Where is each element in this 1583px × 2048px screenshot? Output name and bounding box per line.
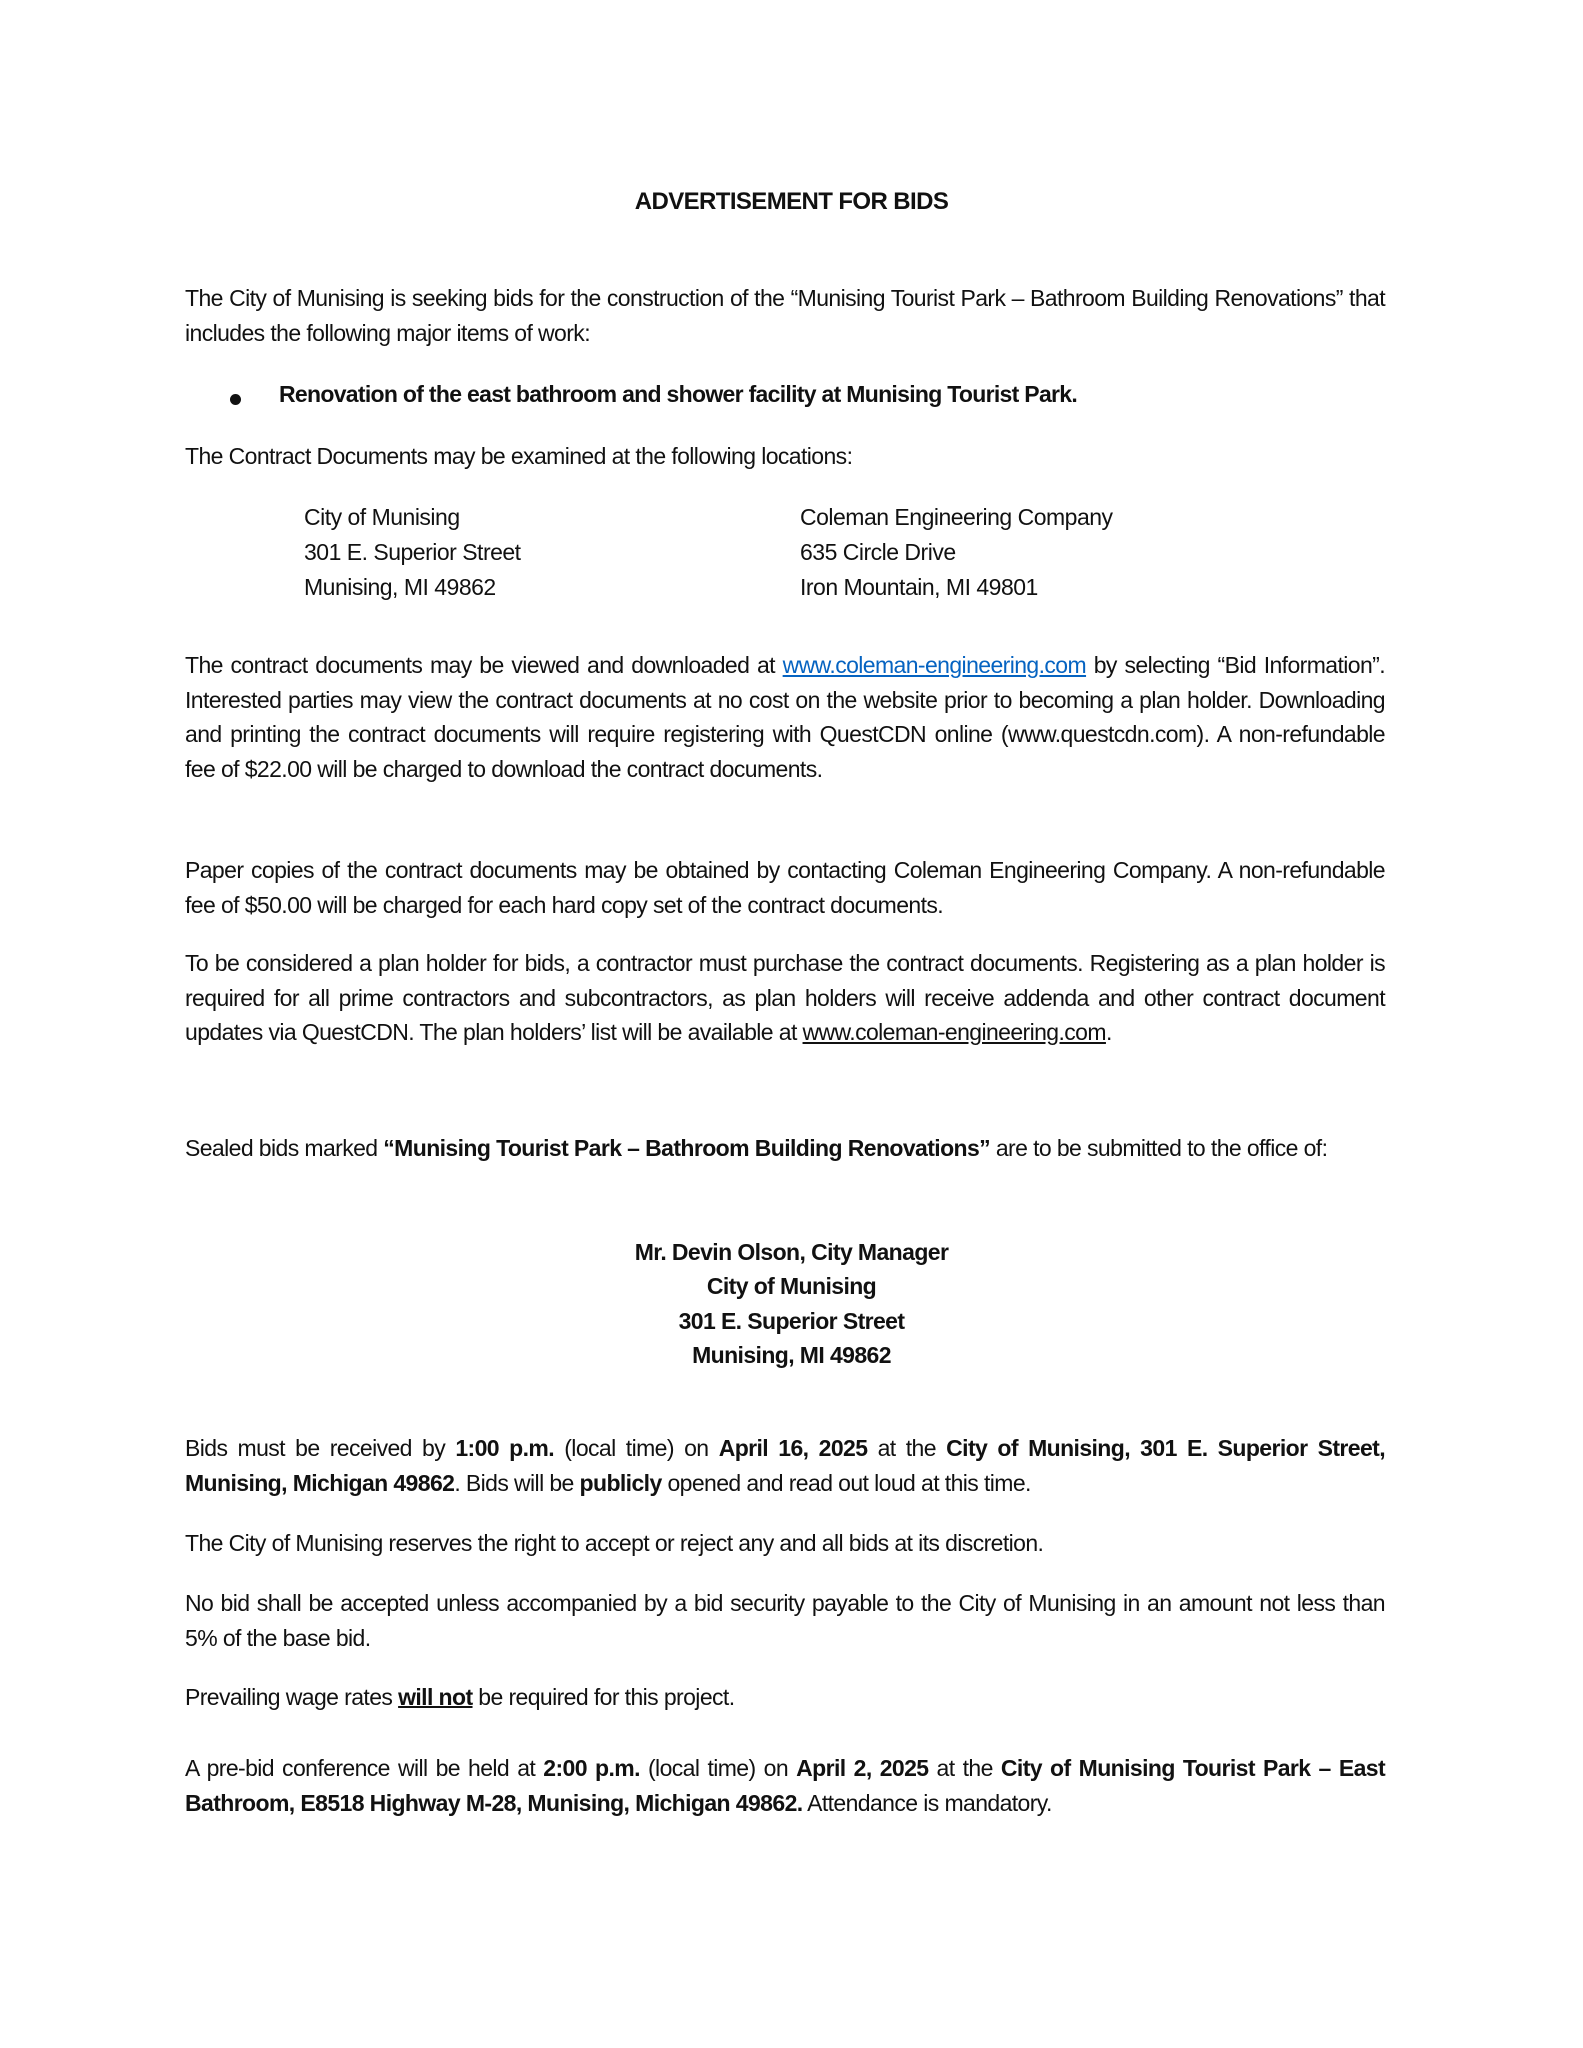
prebid-date: April 2, 2025 [796,1755,929,1781]
wage-text: Prevailing wage rates [185,1684,399,1710]
reserve-paragraph: The City of Munising reserves the right to accept or reject any and all bids at its discretion. [185,1530,1044,1556]
location-name: City of Munising [304,504,460,530]
paper-copies-paragraph: Paper copies of the contract documents may be obtained by contacting Coleman Engineering Company. A non-refundable fee of $50.00 will be charged for each hard copy set of the contract documents. [185,857,1385,918]
deadline-text: Bids must be received by [185,1435,456,1461]
bid-deadline-place: City of Munising, 301 E. Superior Street, Munising, Michigan 49862 [185,1435,1386,1496]
prebid-text: at the [928,1755,1001,1781]
sealed-bids-text-continued: are to be submitted to the office of: [990,1135,1328,1161]
security-paragraph: No bid shall be accepted unless accompanied by a bid security payable to the City of Munising in an amount not less than 5% of the base bid. [185,1590,1385,1651]
publicly-emphasis: publicly [579,1469,662,1496]
recipient-street: 301 E. Superior Street [678,1307,905,1334]
page-title: ADVERTISEMENT FOR BIDS [634,188,949,215]
deadline-text: at the [867,1435,947,1461]
location-city: Munising, MI 49862 [304,574,496,600]
locations-intro: The Contract Documents may be examined at the following locations: [185,443,853,469]
prebid-text: A pre-bid conference will be held at [185,1755,544,1781]
deadline-text: (local time) on [554,1435,719,1461]
download-text-continued: by selecting “Bid Information”. Interested parties may view the contract documents at no cost on the website prior to becoming a plan holder. Downloading and printing the contract documents will require registering with QuestCDN online (www.questcdn.com). A non-refundable fee of $22.00 will be charged to download the contract documents. [185,652,1386,782]
will-not-emphasis: will not [398,1684,473,1710]
plan-holders-list-link[interactable]: www.coleman-engineering.com [802,1019,1106,1045]
location-coleman-engineering [800,500,1113,605]
coleman-engineering-link[interactable]: www.coleman-engineering.com [782,652,1087,678]
deadline-text: opened and read out loud at this time. [661,1469,1031,1496]
bullet-icon [230,394,241,405]
location-city: Iron Mountain, MI 49801 [800,574,1038,600]
plan-holder-period: . [1105,1019,1112,1045]
submission-address [0,1235,1583,1372]
prebid-text: (local time) on [639,1755,797,1781]
deadline-text: . Bids will be [454,1469,580,1496]
bid-deadline-date: April 16, 2025 [718,1435,868,1461]
prebid-paragraph [185,1751,1385,1820]
location-name: Coleman Engineering Company [800,504,1113,530]
location-street: 301 E. Superior Street [304,539,521,565]
project-name: “Munising Tourist Park – Bathroom Building Renovations” [383,1135,991,1161]
download-paragraph [185,648,1385,786]
wage-text: be required for this project. [472,1684,735,1710]
recipient-name: Mr. Devin Olson, City Manager [634,1239,949,1265]
location-street: 635 Circle Drive [800,539,956,565]
prebid-place: City of Munising Tourist Park – East Bathroom, E8518 Highway M-28, Munising, Michigan 49862. [185,1755,1386,1816]
work-item-text: Renovation of the east bathroom and shower facility at Munising Tourist Park. [279,381,1078,407]
deadline-paragraph [185,1431,1385,1500]
sealed-bids-paragraph [185,1131,1385,1166]
prebid-time: 2:00 p.m. [543,1755,640,1781]
plan-holder-text: To be considered a plan holder for bids, a contractor must purchase the contract documents. Registering as a plan holder is required for all prime contractors and subcontractors, as plan holders will receive addenda and other contract document updates via QuestCDN. The plan holders’ list will be available at [185,950,1385,1045]
recipient-org: City of Munising [706,1273,877,1300]
intro-paragraph: The City of Munising is seeking bids for the construction of the “Munising Tourist Park – Bathroom Building Renovations” that includes the following major items of work: [185,285,1385,346]
recipient-city: Munising, MI 49862 [692,1341,891,1368]
location-city-of-munising [304,500,521,605]
sealed-bids-text: Sealed bids marked [185,1135,384,1161]
plan-holder-paragraph [185,946,1385,1050]
bid-deadline-time: 1:00 p.m. [455,1435,555,1461]
prebid-text: Attendance is mandatory. [802,1789,1052,1816]
wage-paragraph [185,1680,1385,1715]
download-text: The contract documents may be viewed and downloaded at [185,652,783,678]
